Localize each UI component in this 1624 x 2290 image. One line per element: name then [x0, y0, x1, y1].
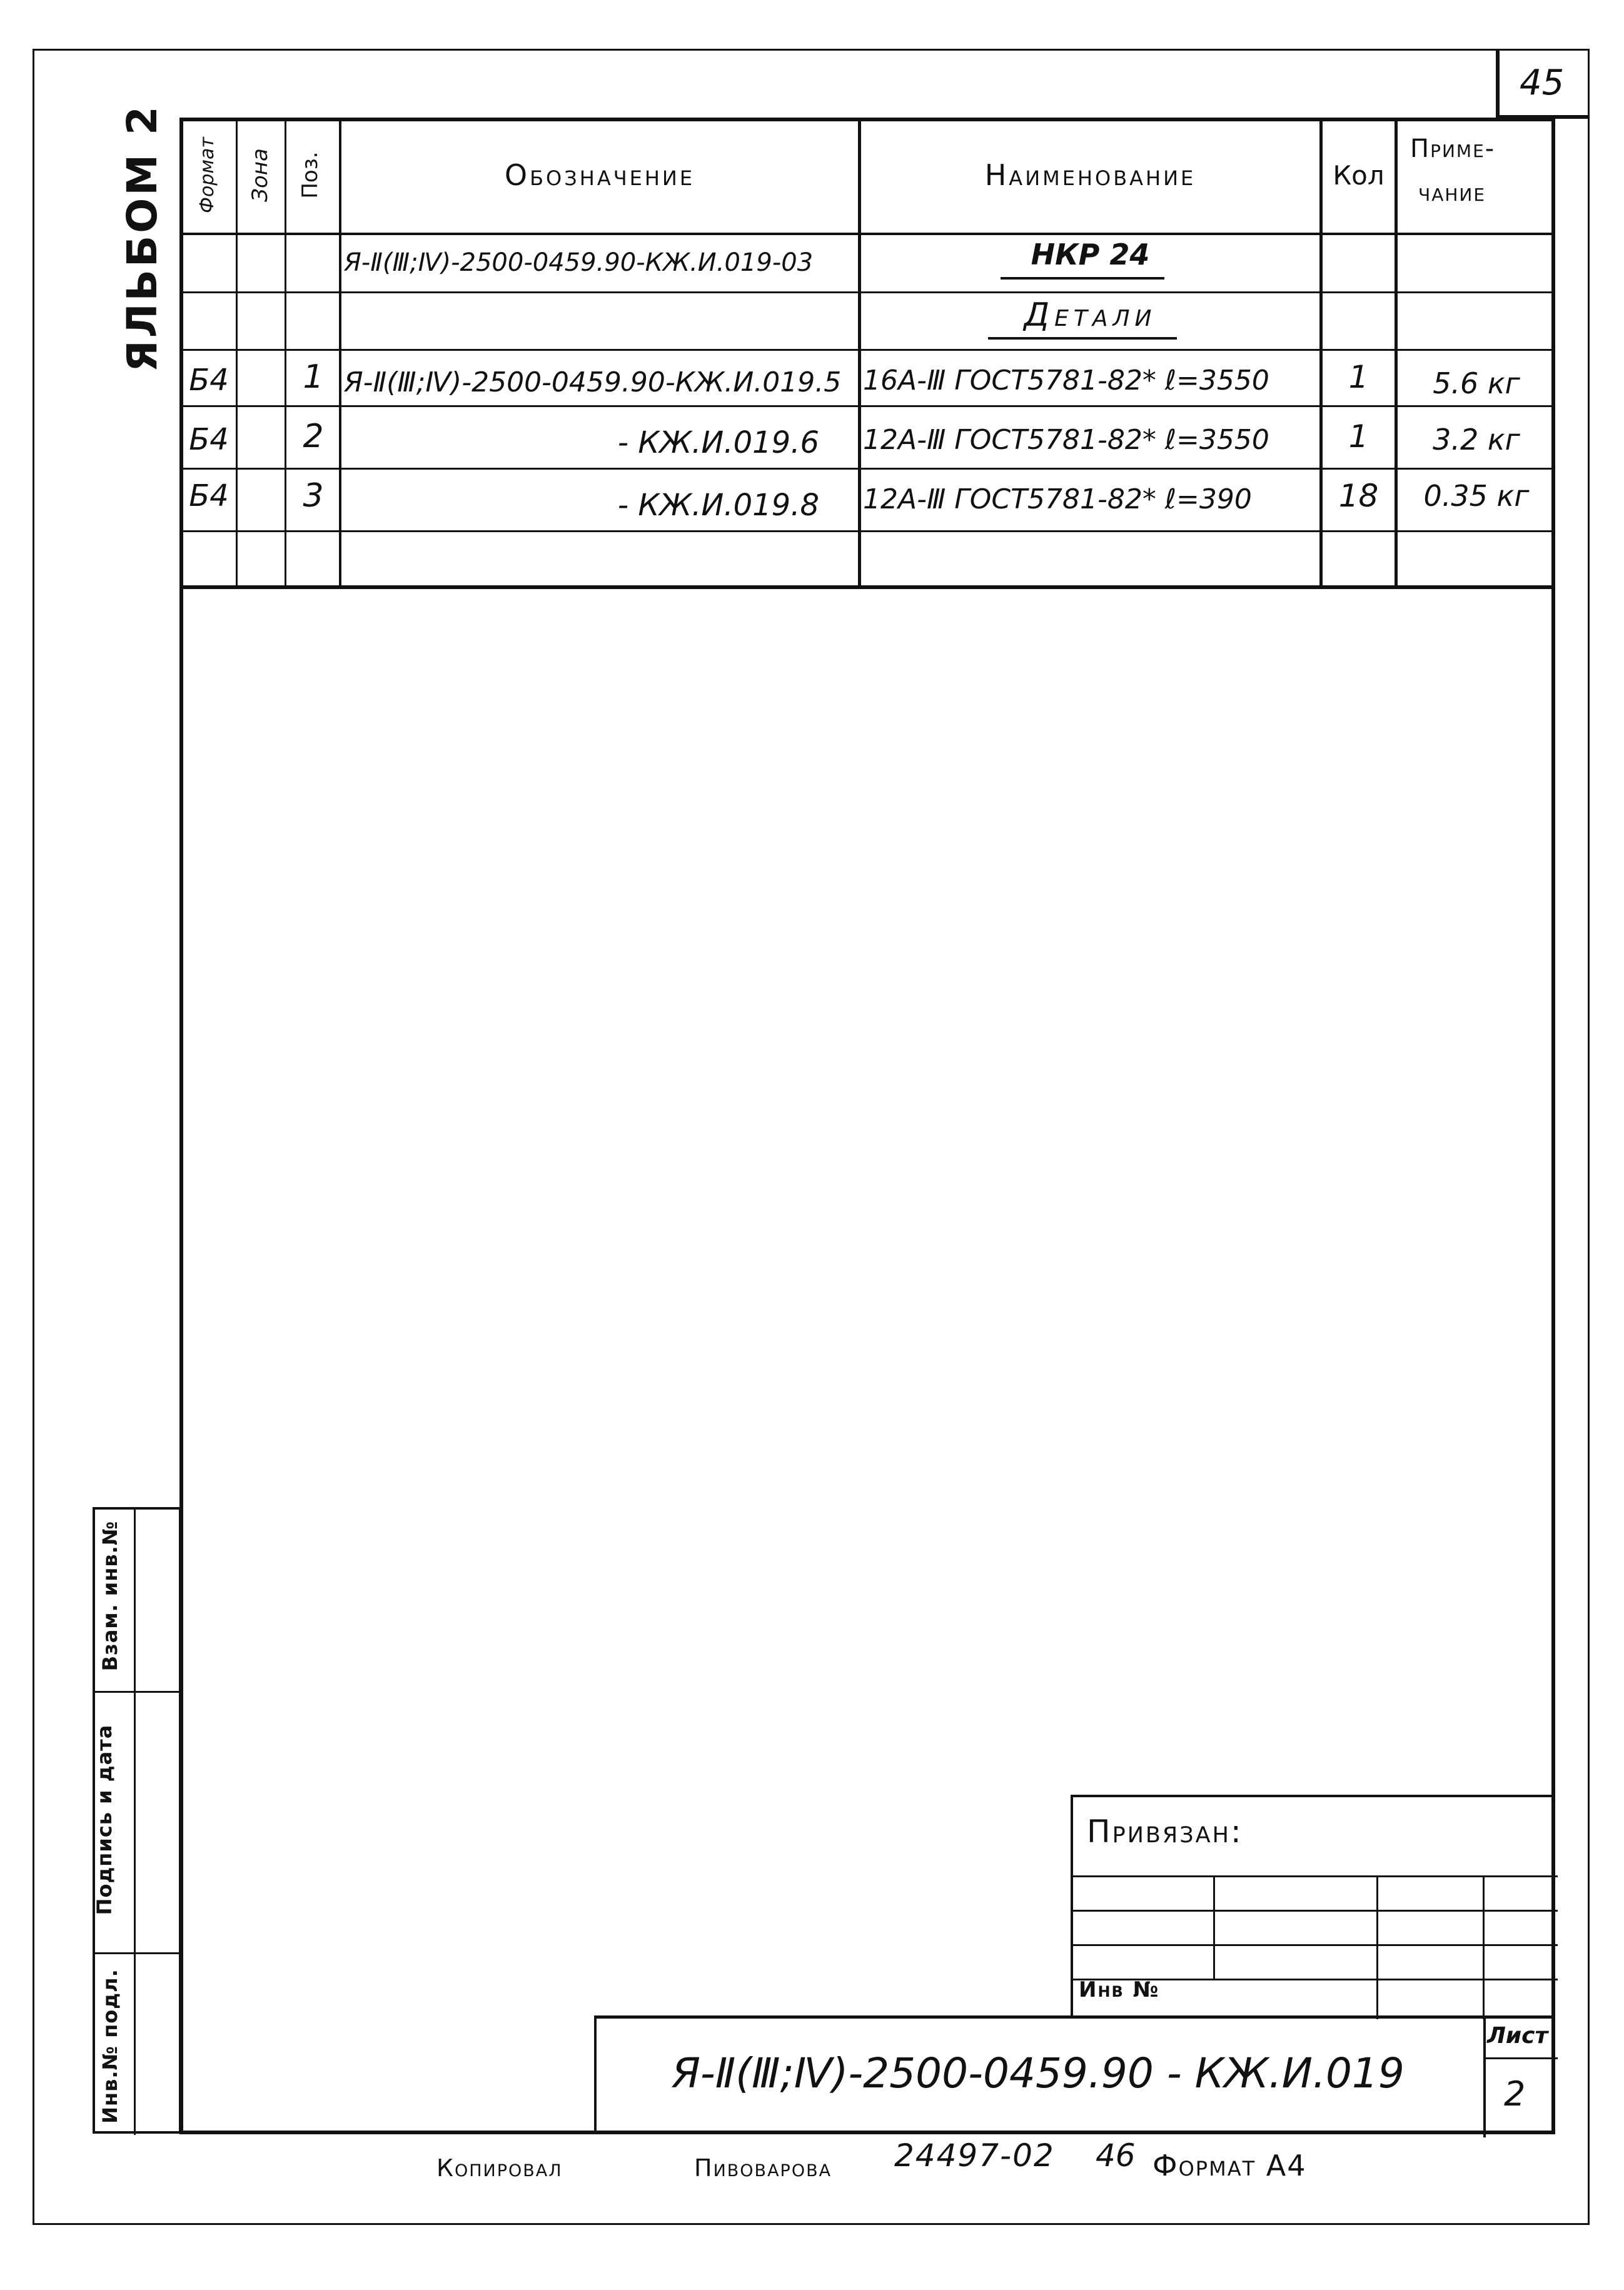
row4-name: 12А-Ⅲ ГОСТ5781-82* ℓ=3550 — [863, 423, 1269, 456]
row4-note: 3.2 кг — [1433, 423, 1520, 456]
row2-name-underline — [988, 337, 1177, 340]
header-zone: Зона — [248, 148, 273, 202]
row3-format: Б4 — [189, 363, 229, 398]
title-designation: Я-Ⅱ(Ⅲ;Ⅳ)-2500-0459.90 - КЖ.И.019 — [672, 2049, 1405, 2097]
row5-qty: 18 — [1338, 478, 1379, 514]
row5-name: 12А-Ⅲ ГОСТ5781-82* ℓ=390 — [863, 483, 1252, 515]
row2-name: Детали — [1024, 296, 1157, 334]
row5-note: 0.35 кг — [1423, 479, 1530, 513]
footer-number: 46 — [1096, 2137, 1136, 2174]
side-stamp-inv-podl: Инв.№ подл. — [98, 1969, 122, 2124]
row3-designation: Я-Ⅱ(Ⅲ;Ⅳ)-2500-0459.90-КЖ.И.019.5 — [344, 366, 842, 398]
side-stamp-vzam: Взам. инв.№ — [98, 1520, 122, 1672]
row4-format: Б4 — [189, 422, 229, 457]
side-stamp-podpis: Подпись и дата — [93, 1724, 116, 1915]
row4-qty: 1 — [1348, 418, 1369, 455]
row3-qty: 1 — [1348, 359, 1369, 395]
row3-name: 16А-Ⅲ ГОСТ5781-82* ℓ=3550 — [863, 364, 1269, 396]
header-format: Формат — [196, 137, 218, 213]
row4-pos: 2 — [303, 418, 324, 455]
header-note-line2: чание — [1418, 178, 1486, 207]
row5-designation: - КЖ.И.019.8 — [617, 488, 819, 523]
row5-pos: 3 — [303, 477, 324, 515]
privyazan-label: Привязан: — [1087, 1813, 1243, 1850]
inv-no-label: Инв № — [1079, 1977, 1160, 2002]
header-note-line1: Приме- — [1410, 134, 1496, 163]
row1-name-underline — [1001, 277, 1164, 280]
footer-name: Пивоварова — [694, 2154, 832, 2182]
footer-format: Формат А4 — [1152, 2149, 1307, 2182]
footer-copied: Копировал — [436, 2154, 563, 2182]
row1-designation: Я-Ⅱ(Ⅲ;Ⅳ)-2500-0459.90-КЖ.И.019-03 — [344, 248, 814, 277]
row3-pos: 1 — [303, 358, 324, 396]
row1-name: НКР 24 — [1031, 238, 1150, 271]
header-pos: Поз. — [298, 151, 323, 199]
header-name: Наименование — [984, 158, 1196, 192]
list-label: Лист — [1487, 2023, 1548, 2049]
album-label: ЯЛЬБОМ 2 — [118, 104, 166, 372]
list-value: 2 — [1504, 2074, 1526, 2114]
row3-note: 5.6 кг — [1433, 366, 1520, 400]
header-designation: Обозначение — [504, 158, 695, 192]
header-qty: Кол — [1333, 159, 1384, 191]
corner-sheet-number: 45 — [1520, 63, 1565, 103]
row5-format: Б4 — [189, 478, 229, 513]
footer-order: 24497-02 — [894, 2137, 1055, 2174]
row4-designation: - КЖ.И.019.6 — [617, 425, 819, 460]
